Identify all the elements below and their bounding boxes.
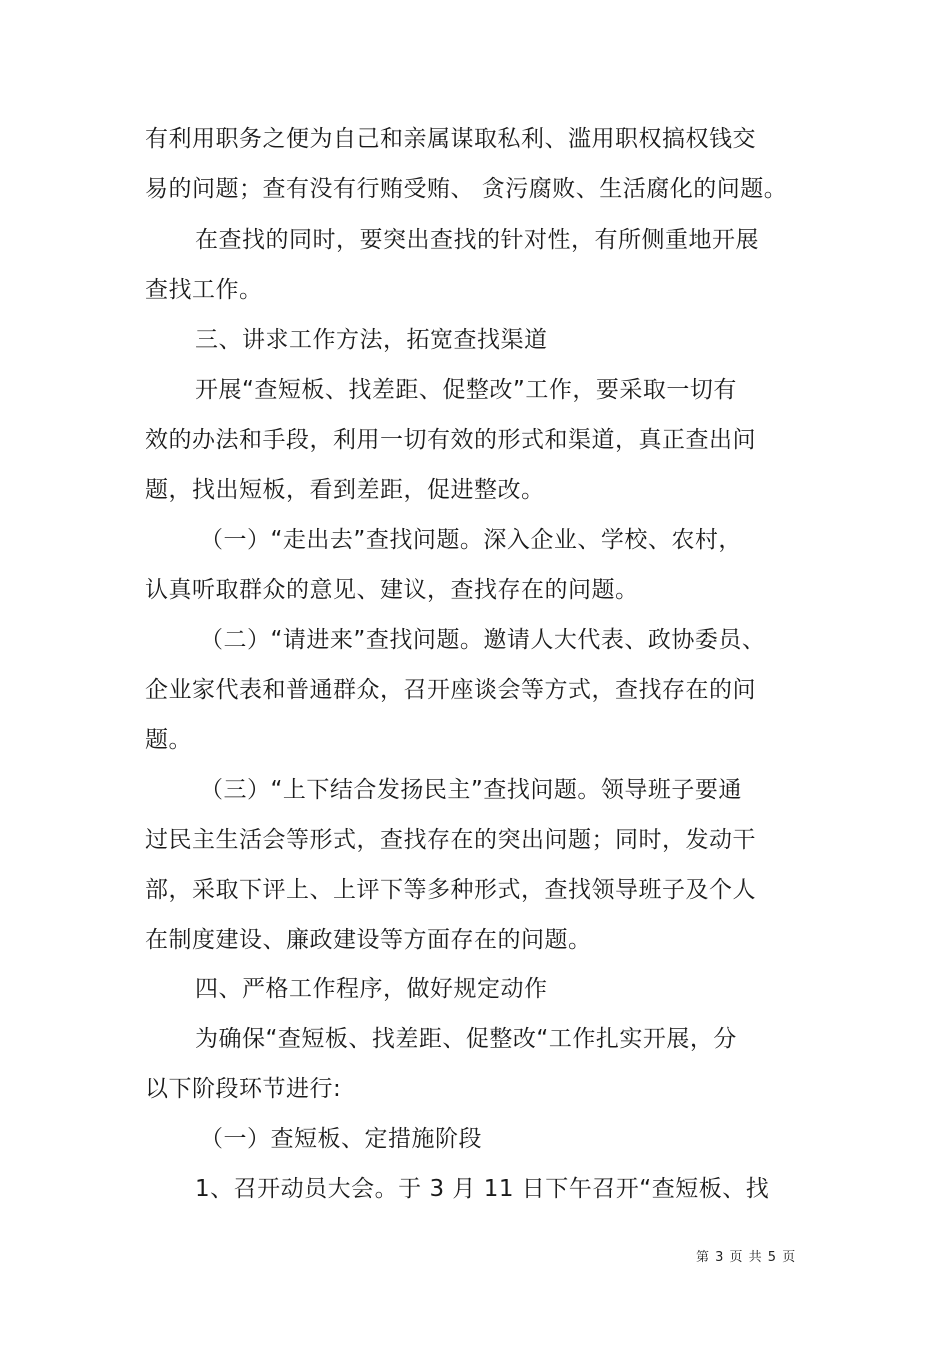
paragraph-line: 为确保“查短板、找差距、促整改“工作扎实开展，分 <box>195 1026 737 1052</box>
paragraph-line: 企业家代表和普通群众，召开座谈会等方式，查找存在的问 <box>145 677 756 703</box>
paragraph-line: （三）“上下结合发扬民主”查找问题。领导班子要通 <box>200 777 742 803</box>
page-footer: 第 3 页 共 5 页 <box>696 1250 797 1265</box>
paragraph-line: 部，采取下评上、上评下等多种形式，查找领导班子及个人 <box>145 877 756 903</box>
subsection-heading: （一）查短板、定措施阶段 <box>200 1126 482 1152</box>
paragraph-line: 1、召开动员大会。于 3 月 11 日下午召开“查短板、找 <box>195 1176 770 1202</box>
paragraph-line: （一）“走出去”查找问题。深入企业、学校、农村， <box>200 527 742 553</box>
paragraph-line: 过民主生活会等形式，查找存在的突出问题；同时，发动干 <box>145 827 756 853</box>
paragraph-line: 题。 <box>145 727 192 753</box>
paragraph-line: 在制度建设、廉政建设等方面存在的问题。 <box>145 927 592 953</box>
paragraph-line: 开展“查短板、找差距、促整改”工作，要采取一切有 <box>195 377 737 403</box>
paragraph-line: 以下阶段环节进行: <box>145 1076 342 1102</box>
paragraph-line: 认真听取群众的意见、建议，查找存在的问题。 <box>145 577 639 603</box>
paragraph-line: 易的问题；查有没有行贿受贿、 贪污腐败、生活腐化的问题。 <box>145 176 788 202</box>
section-heading: 四、严格工作程序，做好规定动作 <box>195 976 548 1002</box>
paragraph-line: 查找工作。 <box>145 277 263 303</box>
paragraph-line: （二）“请进来”查找问题。邀请人大代表、政协委员、 <box>200 627 766 653</box>
paragraph-line: 题，找出短板，看到差距，促进整改。 <box>145 477 545 503</box>
paragraph-line: 有利用职务之便为自己和亲属谋取私利、滥用职权搞权钱交 <box>145 126 756 152</box>
paragraph-line: 效的办法和手段，利用一切有效的形式和渠道，真正查出问 <box>145 427 756 453</box>
paragraph-line: 在查找的同时，要突出查找的针对性，有所侧重地开展 <box>195 227 759 253</box>
section-heading: 三、讲求工作方法，拓宽查找渠道 <box>195 327 548 353</box>
